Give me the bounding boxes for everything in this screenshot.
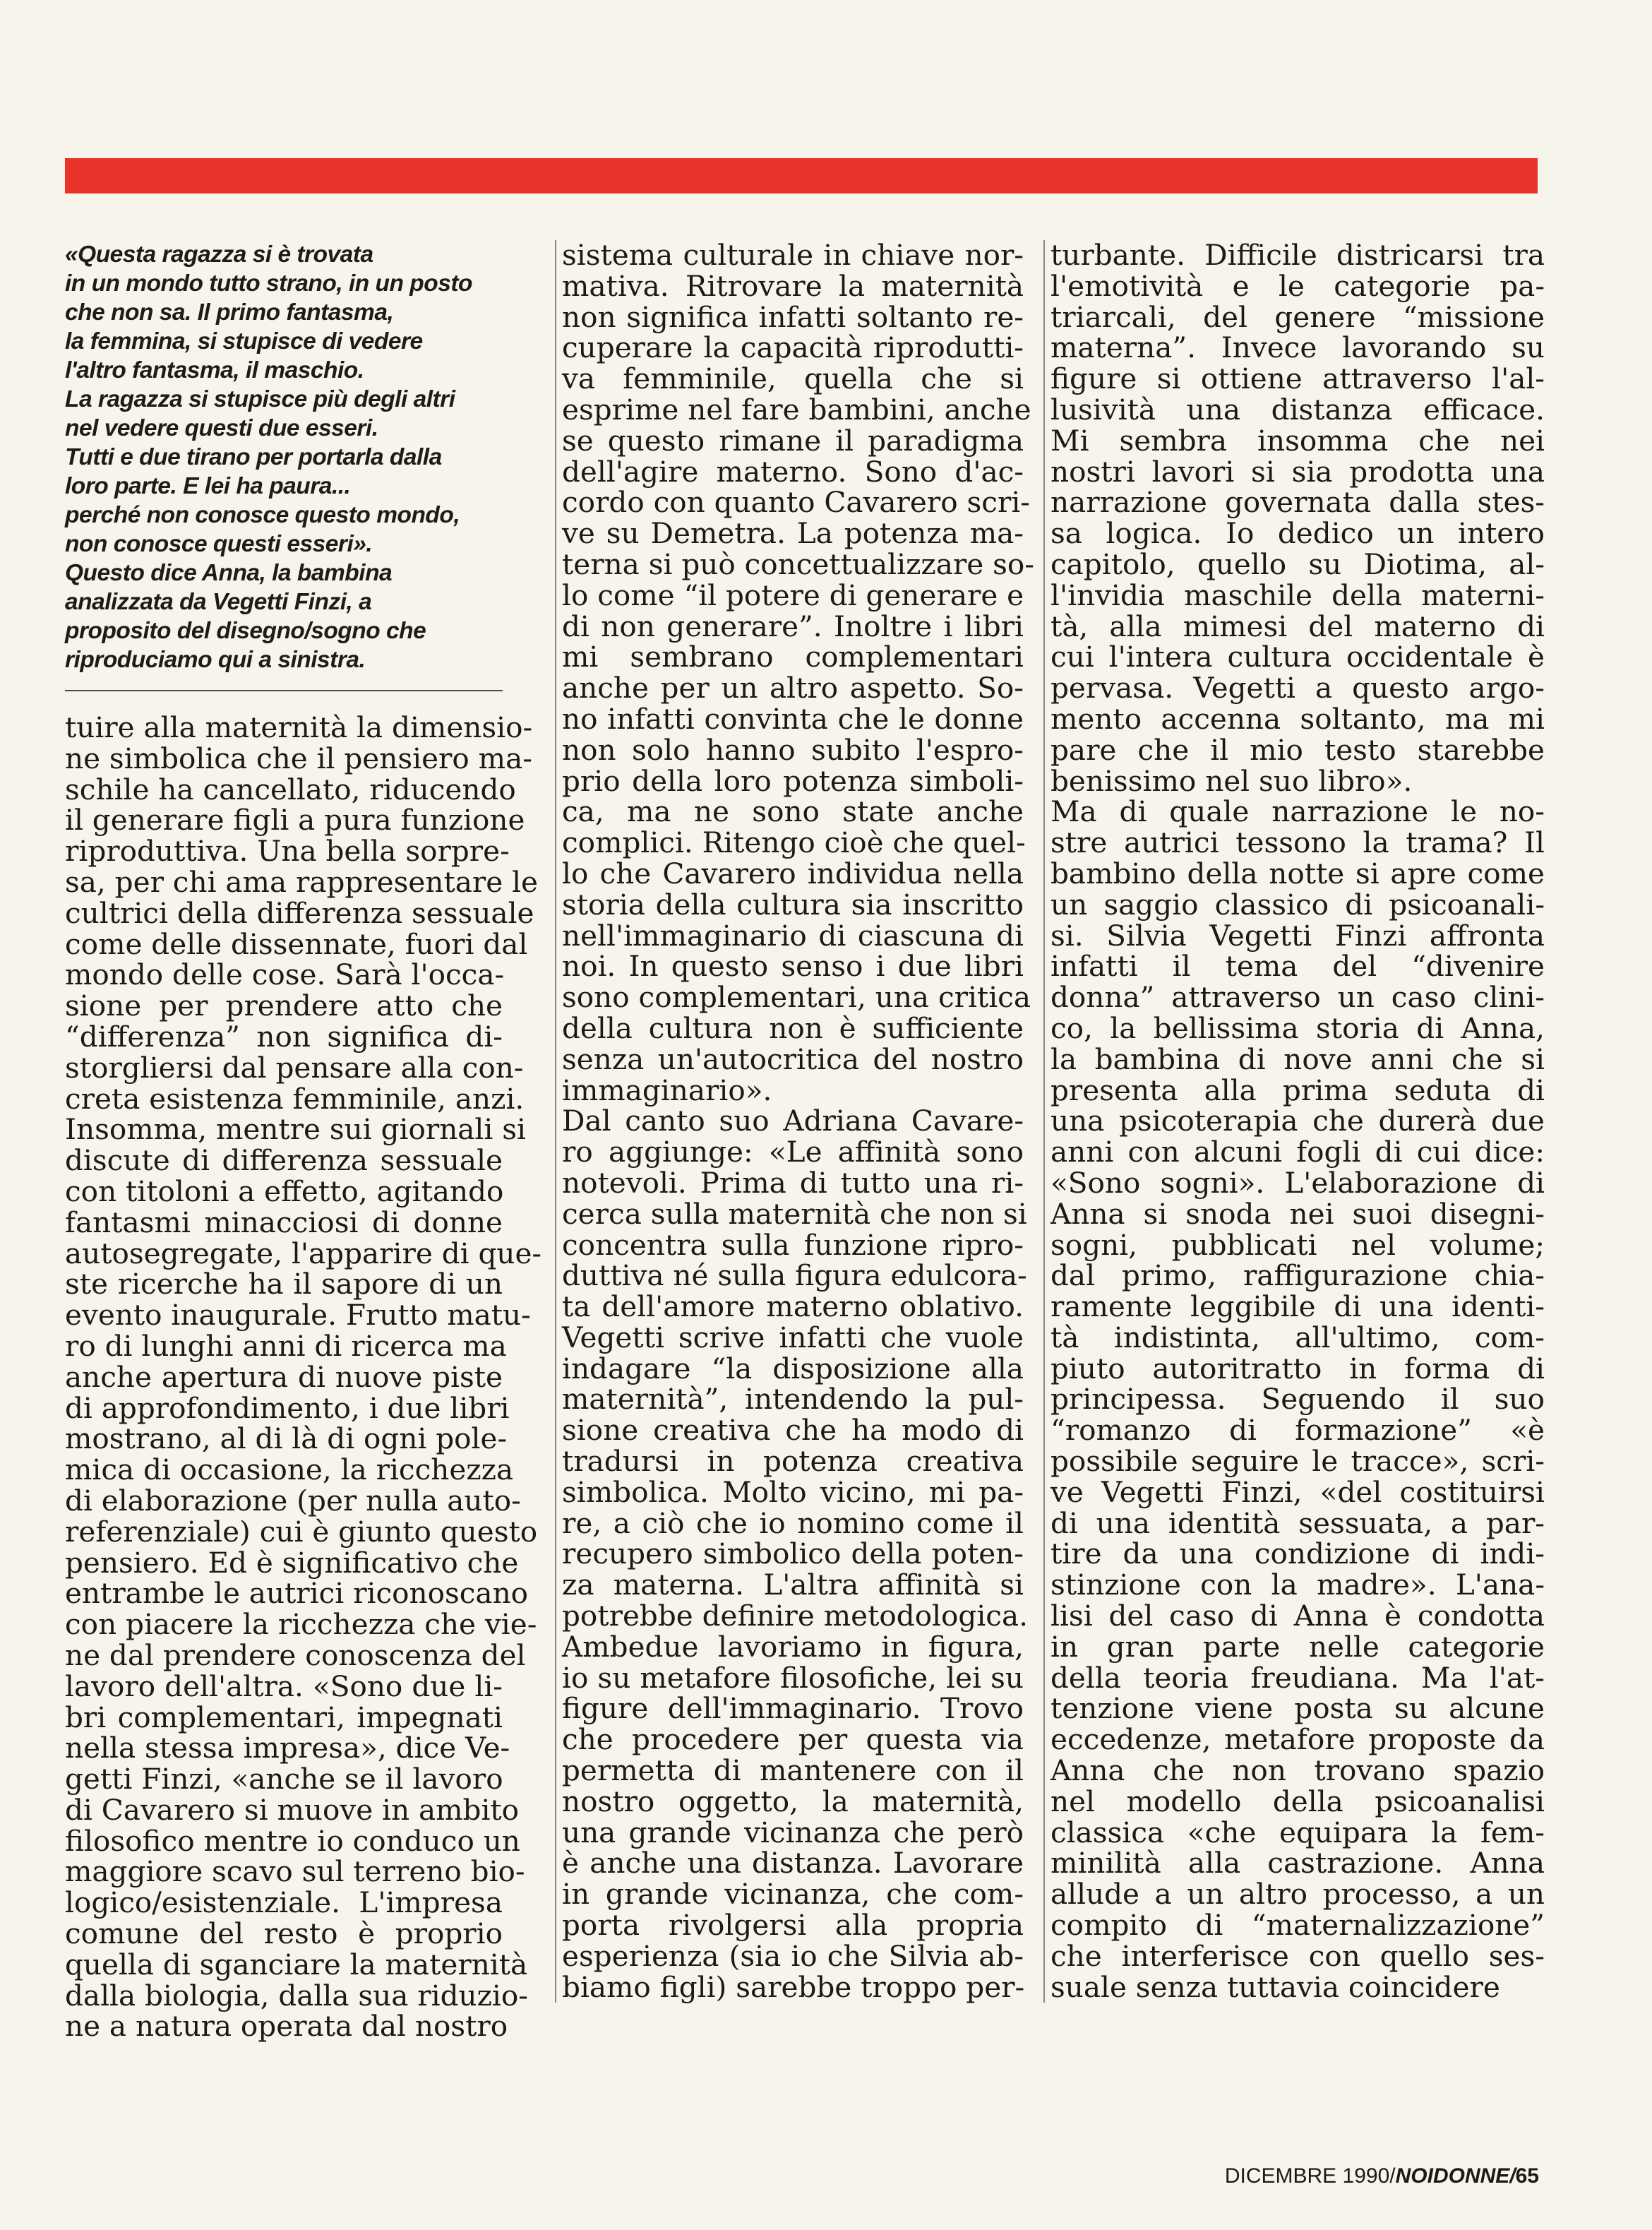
- header-red-bar: [65, 158, 1538, 193]
- text-line: biamo figli) sarebbe troppo per-: [562, 1969, 1025, 2004]
- text-line: recupero simbolico della poten-: [562, 1537, 1024, 1571]
- text-line: capitolo, quello su Diotima, al-: [1051, 547, 1545, 581]
- text-line: immaginario».: [562, 1073, 772, 1107]
- text-line: ta dell'amore materno oblativo.: [562, 1289, 1024, 1324]
- text-line: porta rivolgersi alla propria: [562, 1908, 1024, 1943]
- caption-line: proposito del disegno/sogno che: [65, 618, 426, 644]
- text-line: sione creativa che ha modo di: [562, 1413, 1024, 1448]
- caption-line: che non sa. Il primo fantasma,: [65, 299, 394, 326]
- text-line: nel modello della psicoanalisi: [1051, 1784, 1545, 1818]
- text-line: no infatti convinta che le donne: [562, 701, 1024, 736]
- text-line: ro di lunghi anni di ricerca ma: [65, 1328, 507, 1363]
- text-line: bambino della notte si apre come: [1051, 856, 1545, 890]
- text-line: in grande vicinanza, che com-: [562, 1877, 1024, 1912]
- text-line: pare che il mio testo starebbe: [1051, 732, 1545, 767]
- text-line: Ma di quale narrazione le no-: [1051, 794, 1545, 829]
- text-line: anche per un altro aspetto. So-: [562, 671, 1024, 705]
- text-line: “romanzo di formazione” «è: [1051, 1413, 1545, 1448]
- text-line: donna” attraverso un caso clini-: [1051, 980, 1545, 1015]
- text-line: bri complementari, impegnati: [65, 1700, 503, 1734]
- text-line: della teoria freudiana. Ma l'at-: [1051, 1660, 1545, 1695]
- text-line: tuire alla maternità la dimensio-: [65, 710, 533, 744]
- page-number: 65: [1515, 2164, 1539, 2188]
- text-line: lo come “il potere di generare e: [562, 578, 1024, 612]
- text-line: lo che Cavarero individua nella: [562, 856, 1024, 890]
- text-line: ne a natura operata dal nostro: [65, 2009, 508, 2044]
- text-line: allude a un altro processo, a un: [1051, 1877, 1545, 1912]
- text-line: una psicoterapia che durerà due: [1051, 1104, 1545, 1138]
- text-line: dell'agire materno. Sono d'ac-: [562, 454, 1024, 489]
- column-1-body: [65, 710, 542, 2044]
- text-line: di una identità sessuata, a par-: [1051, 1505, 1545, 1540]
- column-3: [1043, 240, 1545, 2003]
- text-line: ramente leggibile di una identi-: [1051, 1289, 1545, 1324]
- caption-line: riproduciamo qui a sinistra.: [65, 647, 366, 673]
- text-line: prio della loro potenza simboli-: [562, 763, 1024, 798]
- text-line: ro aggiunge: «Le affinità sono: [562, 1135, 1024, 1169]
- text-line: storia della cultura sia inscritto: [562, 887, 1024, 922]
- text-line: che interferisce con quello ses-: [1051, 1938, 1545, 1973]
- text-line: pensiero. Ed è significativo che: [65, 1545, 519, 1580]
- text-line: Insomma, mentre sui giornali si: [65, 1112, 526, 1147]
- text-line: di non generare”. Inoltre i libri: [562, 609, 1024, 643]
- text-line: mica di occasione, la ricchezza: [65, 1453, 514, 1487]
- text-line: nostri lavori si sia prodotta una: [1051, 454, 1545, 489]
- text-line: anche apertura di nuove piste: [65, 1359, 503, 1394]
- text-line: lavoro dell'altra. «Sono due li-: [65, 1669, 503, 1703]
- text-line: evento inaugurale. Frutto matu-: [65, 1298, 531, 1332]
- text-line: stinzione con la madre». L'ana-: [1051, 1568, 1545, 1602]
- text-line: principessa. Seguendo il suo: [1051, 1382, 1545, 1417]
- text-line: maternità”, intendendo la pul-: [562, 1382, 1024, 1417]
- caption-line: Tutti e due tirano per portarla dalla: [65, 444, 442, 470]
- page-footer: [1225, 2164, 1539, 2188]
- text-line: ste ricerche ha il sapore di un: [65, 1267, 503, 1301]
- text-line: cerca sulla maternità che non si: [562, 1196, 1027, 1231]
- text-line: getti Finzi, «anche se il lavoro: [65, 1762, 503, 1796]
- text-line: comune del resto è proprio: [65, 1916, 503, 1951]
- caption-line: in un mondo tutto strano, in un posto: [65, 270, 472, 297]
- text-line: za materna. L'altra affinità si: [562, 1568, 1024, 1602]
- text-line: discute di differenza sessuale: [65, 1143, 503, 1178]
- text-line: mondo delle cose. Sarà l'occa-: [65, 958, 505, 992]
- caption-line: perché non conosce questo mondo,: [65, 502, 460, 528]
- text-line: terna si può concettualizzare so-: [562, 547, 1034, 581]
- text-line: «Sono sogni». L'elaborazione di: [1051, 1165, 1545, 1200]
- text-line: di approfondimento, i due libri: [65, 1390, 510, 1425]
- text-line: sono complementari, una critica: [562, 980, 1031, 1015]
- caption-line: «Questa ragazza si è trovata: [65, 242, 373, 268]
- text-line: ne dal prendere conoscenza del: [65, 1638, 526, 1672]
- text-line: minilità alla castrazione. Anna: [1051, 1846, 1545, 1880]
- caption-line: Questo dice Anna, la bambina: [65, 560, 393, 586]
- text-line: l'emotività e le categorie pa-: [1051, 268, 1545, 303]
- text-line: possibile seguire le tracce», scri-: [1051, 1444, 1545, 1479]
- pull-quote-caption: [65, 240, 503, 691]
- text-line: riproduttiva. Una bella sorpre-: [65, 834, 510, 869]
- text-line: presenta alla prima seduta di: [1051, 1073, 1545, 1107]
- text-line: nostro oggetto, la maternità,: [562, 1784, 1024, 1818]
- text-line: in gran parte nelle categorie: [1051, 1629, 1545, 1664]
- text-line: sione per prendere atto che: [65, 989, 503, 1023]
- footer-date: DICEMBRE 1990/: [1224, 2164, 1396, 2188]
- caption-line: La ragazza si stupisce più degli altri: [65, 386, 455, 412]
- text-line: non significa infatti soltanto re-: [562, 299, 1024, 334]
- text-line: Anna che non trovano spazio: [1051, 1753, 1545, 1788]
- text-line: sa, per chi ama rappresentare le: [65, 864, 539, 899]
- caption-line: non conosce questi esseri».: [65, 531, 373, 557]
- text-line: che procedere per questa via: [562, 1722, 1024, 1757]
- text-line: il generare figli a pura funzione: [65, 803, 525, 837]
- text-line: notevoli. Prima di tutto una ri-: [562, 1165, 1024, 1200]
- text-line: Anna si snoda nei suoi disegni-: [1051, 1196, 1545, 1231]
- text-line: se questo rimane il paradigma: [562, 423, 1024, 458]
- text-line: cordo con quanto Cavarero scri-: [562, 485, 1030, 520]
- text-line: nell'immaginario di ciascuna di: [562, 918, 1024, 953]
- text-line: mento accenna soltanto, ma mi: [1051, 701, 1545, 736]
- text-line: cuperare la capacità riprodutti-: [562, 330, 1024, 365]
- text-line: potrebbe definire metodologica.: [562, 1599, 1029, 1633]
- text-line: senza un'autocritica del nostro: [562, 1042, 1024, 1076]
- text-line: è anche una distanza. Lavorare: [562, 1846, 1024, 1880]
- caption-line: nel vedere questi due esseri.: [65, 415, 378, 441]
- text-line: mi sembrano complementari: [562, 640, 1024, 674]
- column-2: [555, 238, 1034, 2004]
- text-line: non solo hanno subito l'espro-: [562, 732, 1024, 767]
- text-line: ca, ma ne sono state anche: [562, 794, 1024, 829]
- caption-line: l'altro fantasma, il maschio.: [65, 357, 364, 383]
- text-line: co, la bellissima storia di Anna,: [1051, 1010, 1545, 1045]
- text-line: tà indistinta, all'ultimo, com-: [1051, 1320, 1545, 1354]
- text-line: Vegetti scrive infatti che vuole: [562, 1320, 1024, 1354]
- text-line: creta esistenza femminile, anzi.: [65, 1081, 525, 1116]
- text-line: un saggio classico di psicoanali-: [1051, 887, 1545, 922]
- text-line: storgliersi dal pensare alla con-: [65, 1050, 524, 1085]
- text-line: di elaborazione (per nulla auto-: [65, 1483, 521, 1518]
- text-line: dal primo, raffigurazione chia-: [1051, 1258, 1545, 1293]
- text-line: simbolica. Molto vicino, mi pa-: [562, 1474, 1024, 1509]
- text-line: con titoloni a effetto, agitando: [65, 1174, 504, 1208]
- text-line: pervasa. Vegetti a questo argo-: [1051, 671, 1545, 705]
- text-line: l'invidia maschile della materni-: [1051, 578, 1545, 612]
- text-line: materna”. Invece lavorando su: [1051, 330, 1545, 365]
- text-line: ve su Demetra. La potenza ma-: [562, 516, 1024, 551]
- text-line: complici. Ritengo cioè che quel-: [562, 825, 1026, 860]
- text-line: piuto autoritratto in forma di: [1051, 1351, 1545, 1385]
- text-line: la bambina di nove anni che si: [1051, 1042, 1545, 1076]
- text-line: tà, alla mimesi del materno di: [1051, 609, 1545, 643]
- text-line: anni con alcuni fogli di cui dice:: [1051, 1135, 1545, 1169]
- text-line: figure si ottiene attraverso l'al-: [1051, 362, 1545, 396]
- text-line: schile ha cancellato, riducendo: [65, 772, 516, 806]
- text-line: suale senza tuttavia coincidere: [1051, 1969, 1500, 2004]
- text-line: si. Silvia Vegetti Finzi affronta: [1051, 918, 1545, 953]
- text-line: indagare “la disposizione alla: [562, 1351, 1024, 1385]
- caption-line: la femmina, si stupisce di vedere: [65, 328, 423, 354]
- text-line: esperienza (sia io che Silvia ab-: [562, 1938, 1024, 1973]
- text-line: cui l'intera cultura occidentale è: [1051, 640, 1545, 674]
- text-line: esprime nel fare bambini, anche: [562, 392, 1031, 427]
- text-line: della cultura non è sufficiente: [562, 1010, 1024, 1045]
- text-line: come delle dissennate, fuori dal: [65, 926, 528, 961]
- footer-magazine: NOIDONNE/: [1395, 2164, 1516, 2188]
- text-line: Ambedue lavoriamo in figura,: [562, 1629, 1024, 1664]
- text-line: infatti il tema del “divenire: [1051, 949, 1545, 984]
- text-line: figure dell'immaginario. Trovo: [562, 1691, 1024, 1726]
- text-line: narrazione governata dalla stes-: [1051, 485, 1545, 520]
- text-line: io su metafore filosofiche, lei su: [562, 1660, 1024, 1695]
- text-line: Mi sembra insomma che nei: [1051, 423, 1545, 458]
- text-line: noi. In questo senso i due libri: [562, 949, 1024, 984]
- text-line: re, a ciò che io nomino come il: [562, 1505, 1024, 1540]
- text-line: sogni, pubblicati nel volume;: [1051, 1227, 1545, 1262]
- text-line: quella di sganciare la maternità: [65, 1947, 528, 1981]
- text-line: “differenza” non significa di-: [65, 1019, 503, 1054]
- text-line: compito di “maternalizzazione”: [1051, 1908, 1545, 1943]
- text-line: entrambe le autrici riconoscano: [65, 1576, 529, 1611]
- text-line: triarcali, del genere “missione: [1051, 299, 1545, 334]
- text-line: duttiva né sulla figura edulcora-: [562, 1258, 1027, 1293]
- text-line: va femminile, quella che si: [562, 362, 1024, 396]
- text-line: sistema culturale in chiave nor-: [562, 238, 1024, 272]
- caption-line: loro parte. E lei ha paura...: [65, 473, 351, 499]
- text-line: classica «che equipara la fem-: [1051, 1815, 1545, 1849]
- text-line: lusività una distanza efficace.: [1051, 392, 1545, 427]
- text-line: fantasmi minacciosi di donne: [65, 1205, 503, 1239]
- column-1: [65, 240, 542, 2044]
- text-line: permetta di mantenere con il: [562, 1753, 1024, 1788]
- text-line: filosofico mentre io conduco un: [65, 1823, 520, 1858]
- text-line: autosegregate, l'apparire di que-: [65, 1236, 542, 1270]
- text-line: una grande vicinanza che però: [562, 1815, 1024, 1849]
- text-line: ne simbolica che il pensiero ma-: [65, 741, 532, 775]
- text-line: maggiore scavo sul terreno bio-: [65, 1854, 525, 1889]
- text-line: con piacere la ricchezza che vie-: [65, 1607, 537, 1642]
- text-line: sa logica. Io dedico un intero: [1051, 516, 1545, 551]
- text-line: tenzione viene posta su alcune: [1051, 1691, 1545, 1726]
- text-line: nella stessa impresa», dice Ve-: [65, 1731, 510, 1765]
- text-line: tire da una condizione di indi-: [1051, 1537, 1545, 1571]
- text-line: logico/esistenziale. L'impresa: [65, 1885, 503, 1920]
- text-line: stre autrici tessono la trama? Il: [1051, 825, 1545, 860]
- text-line: tradursi in potenza creativa: [562, 1444, 1024, 1479]
- text-line: Dal canto suo Adriana Cavare-: [562, 1104, 1024, 1138]
- text-line: concentra sulla funzione ripro-: [562, 1227, 1024, 1262]
- text-line: mostrano, al di là di ogni pole-: [65, 1421, 508, 1456]
- text-line: turbante. Difficile districarsi tra: [1051, 238, 1545, 272]
- text-line: di Cavarero si muove in ambito: [65, 1792, 520, 1827]
- text-line: ve Vegetti Finzi, «del costituirsi: [1051, 1474, 1545, 1509]
- text-line: dalla biologia, dalla sua riduzio-: [65, 1978, 528, 2013]
- text-line: mativa. Ritrovare la maternità: [562, 268, 1024, 303]
- text-line: benissimo nel suo libro».: [1051, 763, 1413, 798]
- text-line: referenziale) cui è giunto questo: [65, 1514, 538, 1549]
- text-line: cultrici della differenza sessuale: [65, 895, 534, 930]
- text-line: eccedenze, metafore proposte da: [1051, 1722, 1545, 1757]
- caption-line: analizzata da Vegetti Finzi, a: [65, 589, 372, 615]
- text-line: lisi del caso di Anna è condotta: [1051, 1599, 1545, 1633]
